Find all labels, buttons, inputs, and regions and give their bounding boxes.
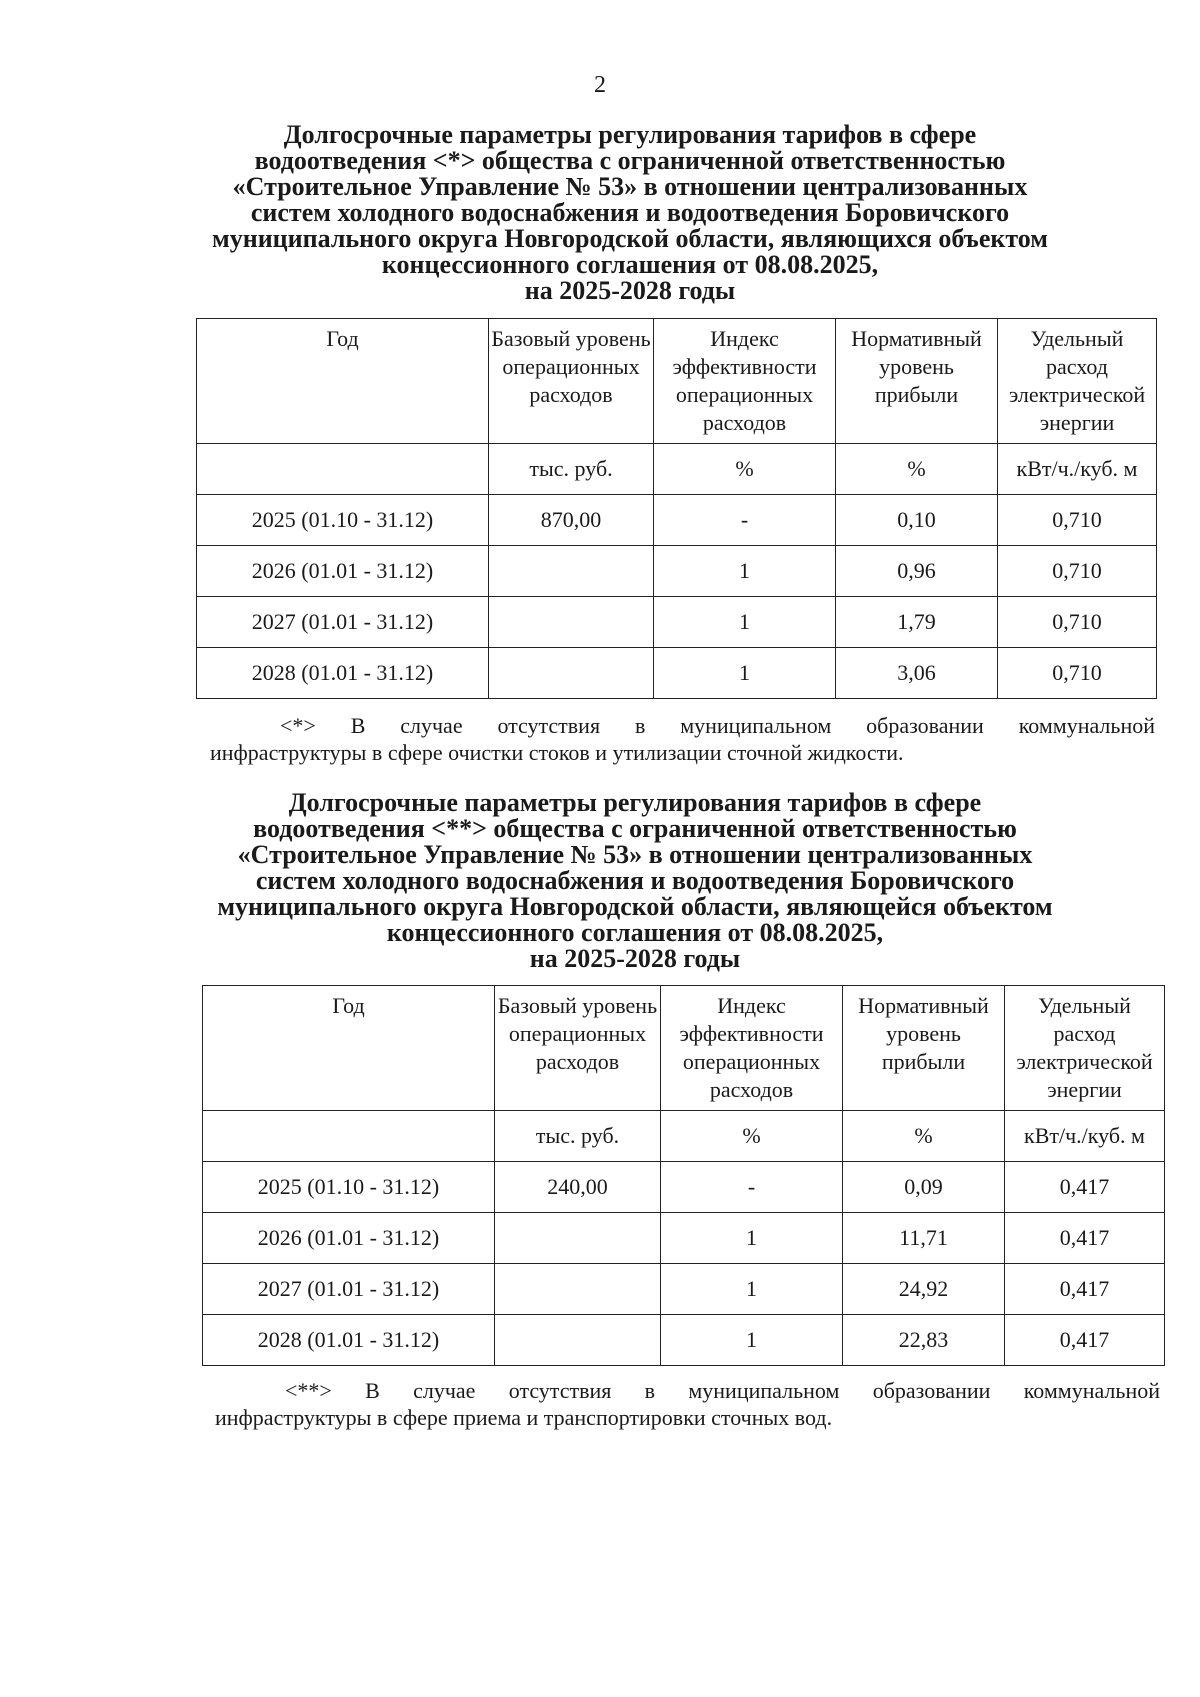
table-row [197,546,1157,597]
footnote [210,712,1155,766]
table-cell: 11,71 [843,1213,1005,1264]
unit-cell: % [836,444,998,495]
unit-cell: тыс. руб. [495,1111,661,1162]
table-cell: 0,96 [836,546,998,597]
table-cell: 2025 (01.10 - 31.12) [203,1162,495,1213]
table-cell [489,597,654,648]
table-cell [489,648,654,699]
title-line: на 2025-2028 годы [524,276,736,305]
table-row [197,597,1157,648]
table-cell: 0,10 [836,495,998,546]
table-cell: 1 [654,546,836,597]
table-cell: 0,09 [843,1162,1005,1213]
table-cell: 1 [654,597,836,648]
header-energy-consumption: Удельный расход электрической энергии [1005,986,1165,1111]
unit-cell: % [843,1111,1005,1162]
title-line: водоотведения <**> общества с ограниченной ответственностью [253,814,1017,843]
header-profit-level: Нормативный уровень прибыли [843,986,1005,1111]
title-line: систем холодного водоснабжения и водоотведения Боровичского [250,198,1010,227]
unit-cell: % [661,1111,843,1162]
section-1-footnote [210,712,1155,766]
table-cell: 0,710 [998,597,1157,648]
unit-cell [203,1111,495,1162]
table-row [203,1315,1165,1366]
footnote-first-line: <**> В случае отсутствия в муниципальном образовании коммунальной [285,1378,1160,1403]
title-line: «Строительное Управление № 53» в отношении централизованных [237,840,1033,869]
header-efficiency-index: Индекс эффективности операционных расходов [661,986,843,1111]
table-cell [495,1315,661,1366]
header-base-opex: Базовый уровень операционных расходов [495,986,661,1111]
table-cell: - [654,495,836,546]
table-cell: 0,710 [998,648,1157,699]
footnote-first-line: <*> В случае отсутствия в муниципальном образовании коммунальной [280,713,1155,738]
footnote-rest: инфраструктуры в сфере приема и транспортировки сточных вод. [215,1405,833,1430]
header-efficiency-index: Индекс эффективности операционных расходов [654,319,836,444]
header-profit-level: Нормативный уровень прибыли [836,319,998,444]
title-line: муниципального округа Новгородской области, являющейся объектом [217,892,1053,921]
table-cell: 1 [661,1213,843,1264]
table-cell: 2027 (01.01 - 31.12) [197,597,489,648]
table-row [203,1264,1165,1315]
title-line: концессионного соглашения от 08.08.2025, [381,250,879,279]
table-cell [495,1264,661,1315]
table-cell: 2026 (01.01 - 31.12) [197,546,489,597]
table-cell: 0,417 [1005,1213,1165,1264]
table-cell [489,546,654,597]
table-cell: 0,710 [998,546,1157,597]
footnote-rest: инфраструктуры в сфере очистки стоков и утилизации сточной жидкости. [210,740,904,765]
section-1-title [180,122,1080,304]
table-cell: 2028 (01.01 - 31.12) [203,1315,495,1366]
table-cell: 3,06 [836,648,998,699]
table-header-row [197,319,1157,444]
title-line: Долгосрочные параметры регулирования тарифов в сфере [283,120,977,149]
title-line: водоотведения <*> общества с ограниченной ответственностью [254,146,1006,175]
page-number: 2 [594,72,606,98]
header-base-opex: Базовый уровень операционных расходов [489,319,654,444]
table-row [197,495,1157,546]
table-cell: 2026 (01.01 - 31.12) [203,1213,495,1264]
table-cell: 0,710 [998,495,1157,546]
table-cell: 1 [661,1315,843,1366]
table-cell: 870,00 [489,495,654,546]
table-cell: 1 [661,1264,843,1315]
section-1-table-wrap [196,318,1157,699]
title-line: муниципального округа Новгородской области, являющихся объектом [212,224,1048,253]
unit-cell: кВт/ч./куб. м [1005,1111,1165,1162]
table-units-row [203,1111,1165,1162]
table-row [197,648,1157,699]
section-2-title [185,790,1085,972]
title-line: систем холодного водоснабжения и водоотведения Боровичского [255,866,1015,895]
section-2-footnote [215,1377,1160,1431]
table-cell: 2025 (01.10 - 31.12) [197,495,489,546]
table-row [203,1213,1165,1264]
table-header-row [203,986,1165,1111]
table-cell: 2027 (01.01 - 31.12) [203,1264,495,1315]
section-1-table [196,318,1157,699]
header-energy-consumption: Удельный расход электрической энергии [998,319,1157,444]
table-cell: 0,417 [1005,1264,1165,1315]
footnote [215,1377,1160,1431]
table-cell: - [661,1162,843,1213]
title-line: концессионного соглашения от 08.08.2025, [386,918,884,947]
unit-cell: тыс. руб. [489,444,654,495]
unit-cell: % [654,444,836,495]
section-2-table-wrap [202,985,1165,1366]
title-line: «Строительное Управление № 53» в отношении централизованных [232,172,1028,201]
table-units-row [197,444,1157,495]
title-line: Долгосрочные параметры регулирования тарифов в сфере [288,788,982,817]
table-cell [495,1213,661,1264]
table-cell: 0,417 [1005,1162,1165,1213]
section-1 [180,122,1080,304]
header-year: Год [197,319,489,444]
table-cell: 1,79 [836,597,998,648]
section-2-table [202,985,1165,1366]
table-cell: 2028 (01.01 - 31.12) [197,648,489,699]
table-cell: 0,417 [1005,1315,1165,1366]
section-2 [185,790,1085,972]
table-row [203,1162,1165,1213]
table-cell: 22,83 [843,1315,1005,1366]
unit-cell: кВт/ч./куб. м [998,444,1157,495]
table-cell: 1 [654,648,836,699]
table-cell: 240,00 [495,1162,661,1213]
header-year: Год [203,986,495,1111]
table-cell: 24,92 [843,1264,1005,1315]
unit-cell [197,444,489,495]
title-line: на 2025-2028 годы [529,944,741,973]
